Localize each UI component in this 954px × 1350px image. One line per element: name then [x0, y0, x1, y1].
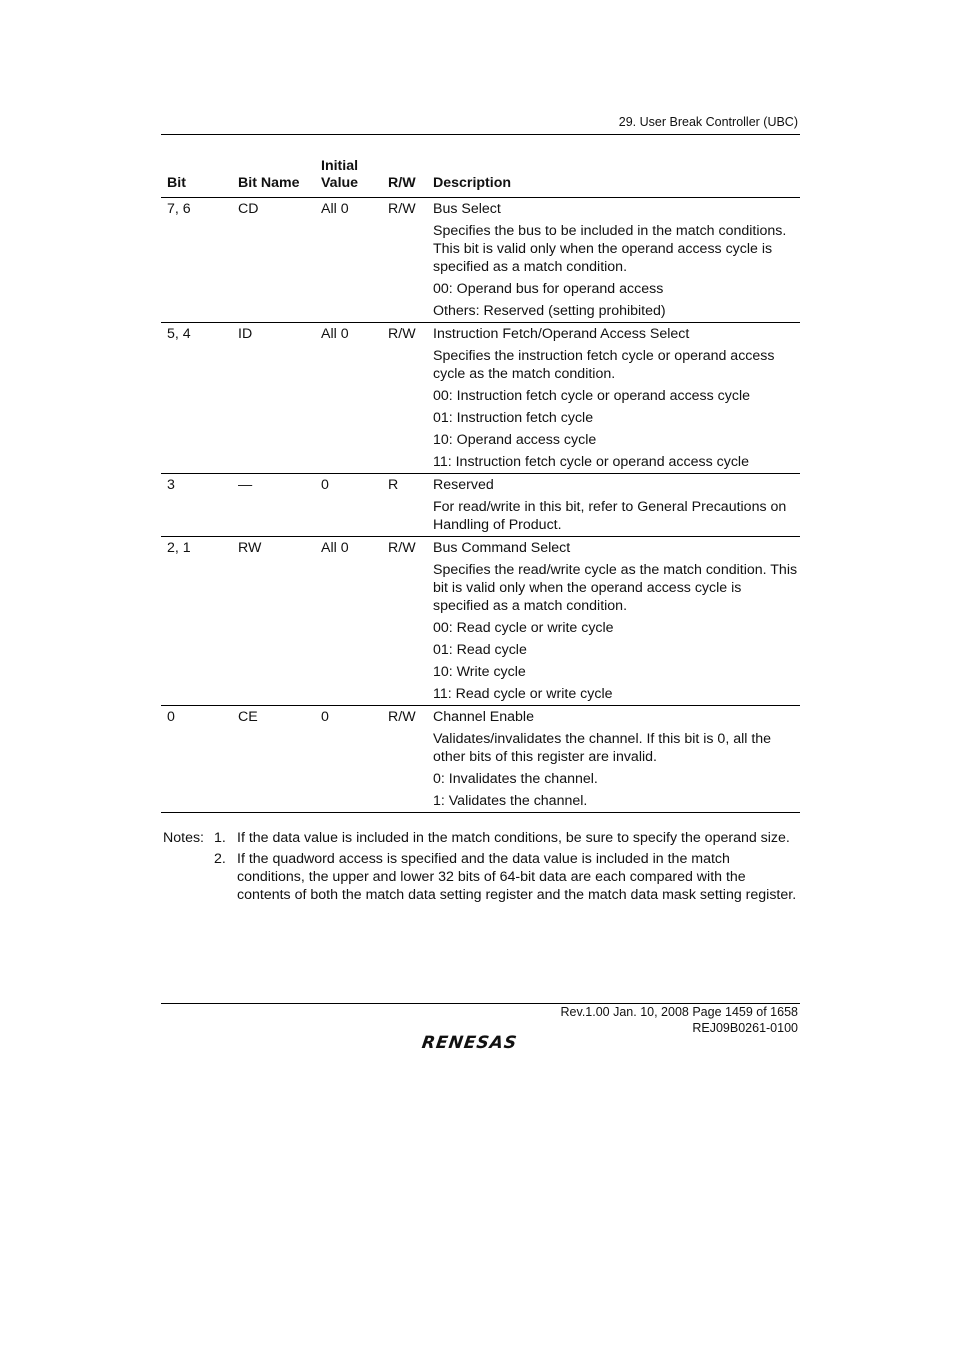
- desc-line: Channel Enable: [433, 709, 534, 725]
- table-row: [161, 198, 800, 323]
- cell-bit-name: CE: [232, 706, 315, 813]
- desc-line: 01: Read cycle: [433, 642, 527, 658]
- cell-rw: R/W: [382, 537, 427, 706]
- table-row: [161, 537, 800, 706]
- col-rw: R/W: [382, 156, 427, 198]
- note-text: If the quadword access is specified and the data value is included in the match conditions, the upper and lower 32 bits of 64-bit data are each compared with the contents of both the match data setting register and the match data mask setting register.: [237, 851, 797, 903]
- page-footer: [561, 1005, 798, 1036]
- footer-rule: [161, 1003, 800, 1004]
- desc-line: Reserved: [433, 477, 494, 493]
- desc-line: Instruction Fetch/Operand Access Select: [433, 326, 690, 342]
- desc-line: 10: Operand access cycle: [433, 432, 597, 448]
- cell-initial-value: 0: [315, 706, 382, 813]
- desc-line: Specifies the read/write cycle as the match condition. This bit is valid only when the operand access cycle is specified as a match condition.: [433, 562, 798, 614]
- cell-bit-name: RW: [232, 537, 315, 706]
- cell-bit: 3: [161, 474, 232, 537]
- note-item: [163, 850, 800, 904]
- cell-bit: 5, 4: [161, 323, 232, 474]
- table-row: [161, 323, 800, 474]
- cell-description: [427, 198, 800, 323]
- note-number: 1.: [214, 830, 226, 846]
- desc-line: Bus Select: [433, 201, 501, 217]
- table-header-row: [161, 156, 800, 198]
- notes-section: [163, 829, 800, 907]
- renesas-logo: RENESAS: [420, 1033, 519, 1053]
- desc-line: Validates/invalidates the channel. If this bit is 0, all the other bits of this register are invalid.: [433, 731, 772, 765]
- table-row: [161, 474, 800, 537]
- cell-description: [427, 706, 800, 813]
- col-bit: Bit: [161, 156, 232, 198]
- col-bit-name: Bit Name: [232, 156, 315, 198]
- cell-bit-name: —: [232, 474, 315, 537]
- revision-info: Rev.1.00 Jan. 10, 2008 Page 1459 of 1658: [560, 1005, 798, 1019]
- note-text: If the data value is included in the match conditions, be sure to specify the operand size.: [237, 830, 790, 846]
- cell-rw: R/W: [382, 706, 427, 813]
- note-item: [163, 829, 800, 847]
- col-initial-value: [315, 156, 382, 198]
- desc-line: Bus Command Select: [433, 540, 571, 556]
- desc-line: 10: Write cycle: [433, 664, 526, 680]
- cell-initial-value: All 0: [315, 323, 382, 474]
- desc-line: 11: Instruction fetch cycle or operand access cycle: [433, 454, 749, 470]
- cell-bit-name: CD: [232, 198, 315, 323]
- desc-line: Specifies the bus to be included in the match conditions. This bit is valid only when the operand access cycle is specified as a match condition.: [433, 223, 787, 275]
- note-number: 2.: [214, 851, 226, 867]
- cell-bit: 2, 1: [161, 537, 232, 706]
- desc-line: For read/write in this bit, refer to General Precautions on Handling of Product.: [433, 499, 787, 533]
- cell-bit-name: ID: [232, 323, 315, 474]
- cell-description: [427, 323, 800, 474]
- col-initial-value-line1: Initial: [321, 158, 359, 174]
- col-description: Description: [427, 156, 800, 198]
- cell-rw: R/W: [382, 198, 427, 323]
- register-bit-table: [161, 156, 800, 813]
- desc-line: Others: Reserved (setting prohibited): [433, 303, 666, 319]
- cell-initial-value: All 0: [315, 537, 382, 706]
- desc-line: 00: Read cycle or write cycle: [433, 620, 614, 636]
- desc-line: Specifies the instruction fetch cycle or operand access cycle as the match condition.: [433, 348, 775, 382]
- cell-bit: 0: [161, 706, 232, 813]
- desc-line: 01: Instruction fetch cycle: [433, 410, 594, 426]
- document-number: REJ09B0261-0100: [692, 1020, 798, 1035]
- cell-rw: R/W: [382, 323, 427, 474]
- desc-line: 1: Validates the channel.: [433, 793, 588, 809]
- cell-description: [427, 537, 800, 706]
- col-initial-value-line2: Value: [321, 175, 359, 191]
- desc-line: 00: Operand bus for operand access: [433, 281, 664, 297]
- header-rule: [161, 134, 800, 135]
- desc-line: 11: Read cycle or write cycle: [433, 686, 613, 702]
- cell-initial-value: All 0: [315, 198, 382, 323]
- running-header: 29. User Break Controller (UBC): [618, 115, 798, 129]
- cell-description: [427, 474, 800, 537]
- desc-line: 0: Invalidates the channel.: [433, 771, 598, 787]
- cell-rw: R: [382, 474, 427, 537]
- notes-label: Notes:: [163, 830, 205, 846]
- cell-bit: 7, 6: [161, 198, 232, 323]
- desc-line: 00: Instruction fetch cycle or operand access cycle: [433, 388, 751, 404]
- cell-initial-value: 0: [315, 474, 382, 537]
- table-row: [161, 706, 800, 813]
